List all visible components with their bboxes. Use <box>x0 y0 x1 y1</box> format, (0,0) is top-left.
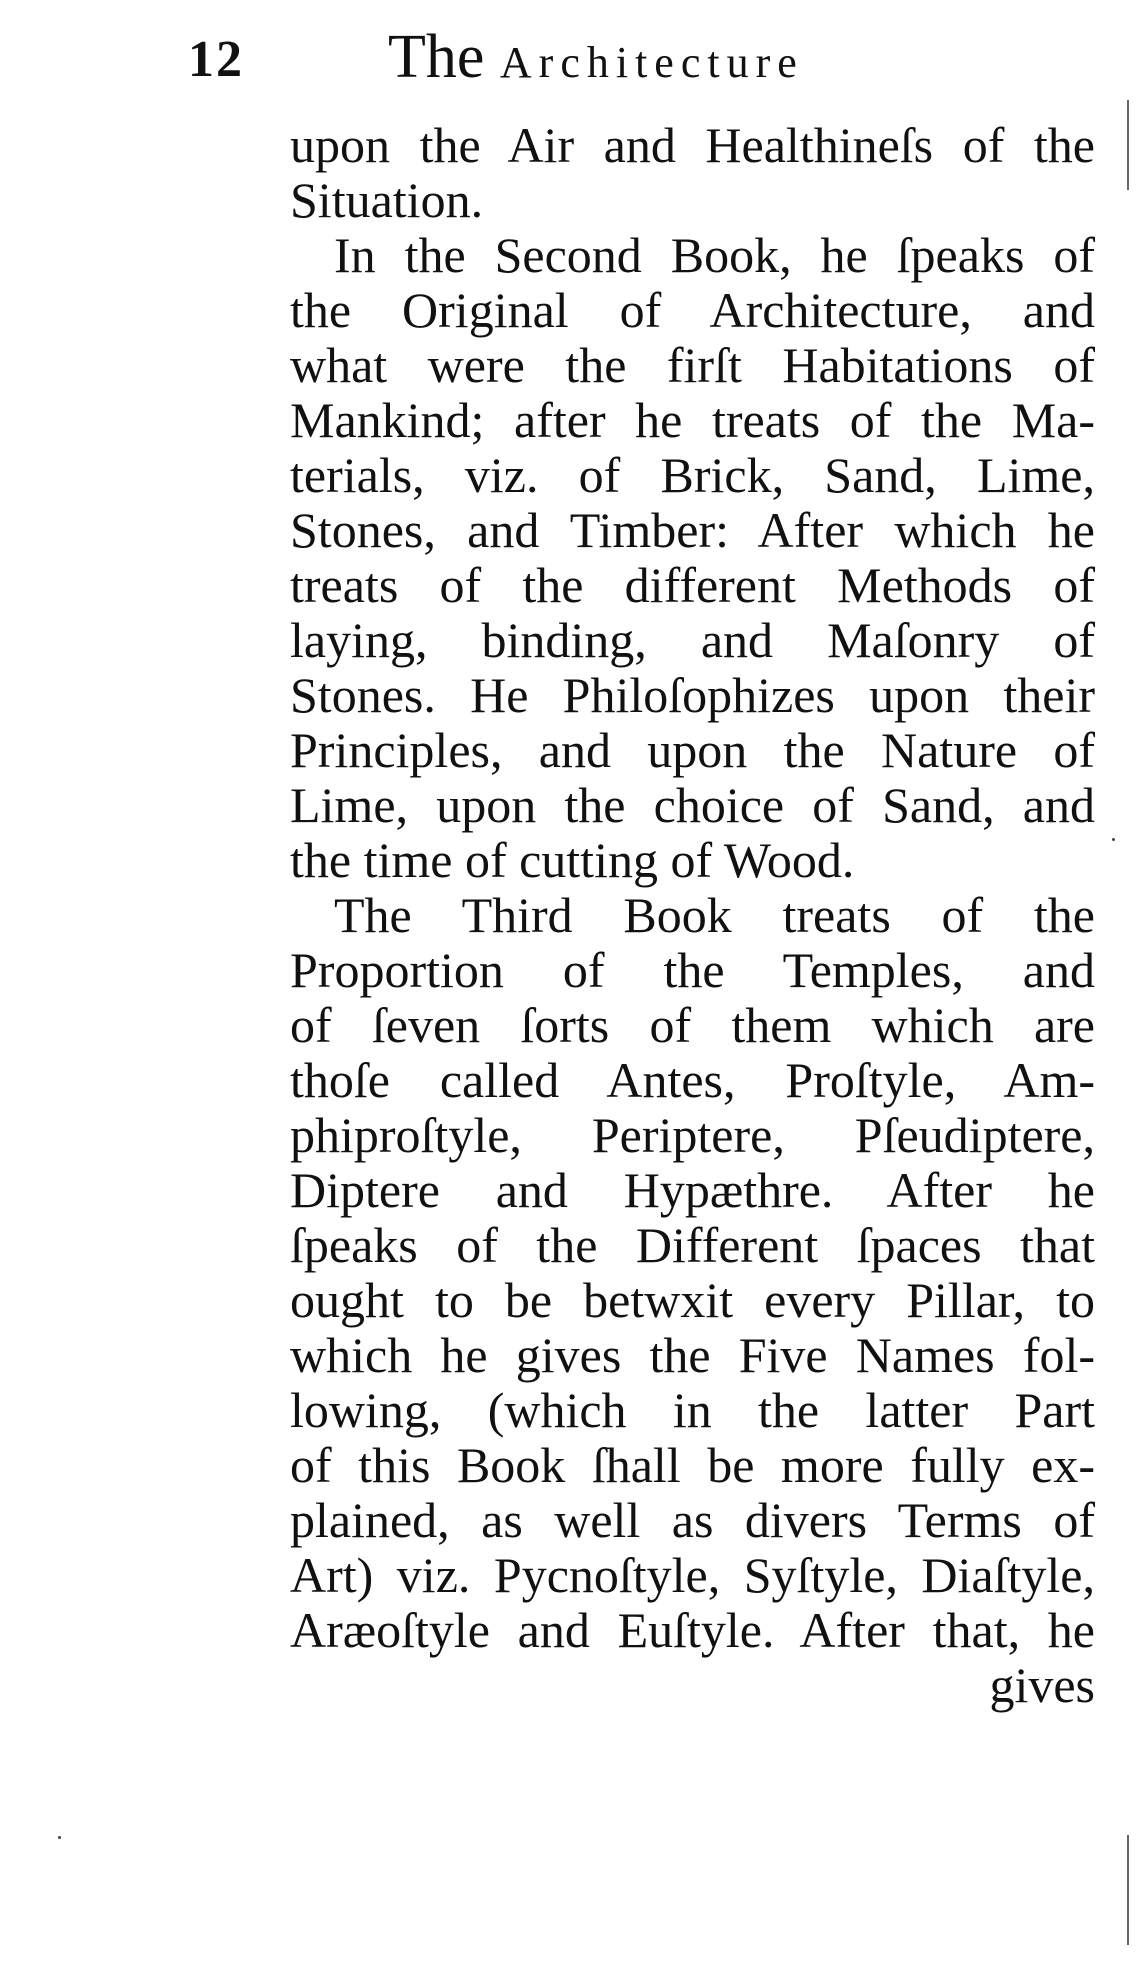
scan-speck <box>1112 838 1115 841</box>
text-line: Lime, upon the choice of Sand, and <box>290 777 1095 833</box>
text-line: plained, as well as divers Terms of <box>290 1492 1095 1548</box>
text-line: treats of the different Methods of <box>290 557 1095 613</box>
text-line: of this Book ſhall be more fully ex- <box>290 1437 1095 1493</box>
text-line: the Original of Architecture, and <box>290 282 1095 338</box>
text-line: ought to be betwxit every Pillar, to <box>290 1272 1095 1328</box>
running-head-article: The <box>388 23 500 91</box>
text-line: lowing, (which in the latter Part <box>290 1382 1095 1438</box>
text-line: laying, binding, and Maſonry of <box>290 612 1095 668</box>
page-header <box>188 22 1028 102</box>
text-line: of ſeven ſorts of them which are <box>290 997 1095 1053</box>
text-line: Mankind; after he treats of the Ma- <box>290 392 1095 448</box>
text-line: terials, viz. of Brick, Sand, Lime, <box>290 447 1095 503</box>
text-line: the time of cutting of Wood. <box>290 832 855 888</box>
text-line: which he gives the Five Names fol- <box>290 1327 1095 1383</box>
text-line: what were the firſt Habitations of <box>290 337 1095 393</box>
text-line: Art) viz. Pycnoſtyle, Syſtyle, Diaſtyle, <box>290 1547 1095 1603</box>
scan-speck <box>58 1836 61 1839</box>
body-text <box>290 118 1095 1713</box>
running-head <box>388 22 804 93</box>
text-line: Stones, and Timber: After which he <box>290 502 1095 558</box>
paragraph-start-line: The Third Book treats of the <box>334 887 1095 943</box>
text-line: upon the Air and Healthineſs of the <box>290 117 1095 173</box>
scan-edge-mark <box>1127 1835 1129 1945</box>
paragraph-start-line: In the Second Book, he ſpeaks of <box>334 227 1095 283</box>
page-number: 12 <box>188 31 244 88</box>
text-line: Diptere and Hypæthre. After he <box>290 1162 1095 1218</box>
scan-edge-mark <box>1127 100 1129 190</box>
text-line: ſpeaks of the Different ſpaces that <box>290 1217 1095 1273</box>
text-line: Stones. He Philoſophizes upon their <box>290 667 1095 723</box>
catchword: gives <box>989 1657 1095 1713</box>
text-line: Principles, and upon the Nature of <box>290 722 1095 778</box>
running-head-title: Architecture <box>499 38 804 87</box>
text-line: phiproſtyle, Periptere, Pſeudiptere, <box>290 1107 1095 1163</box>
text-line: Proportion of the Temples, and <box>290 942 1095 998</box>
text-line: Situation. <box>290 172 484 228</box>
text-line: thoſe called Antes, Proſtyle, Am- <box>290 1052 1095 1108</box>
text-line: Aræoſtyle and Euſtyle. After that, he <box>290 1602 1095 1658</box>
